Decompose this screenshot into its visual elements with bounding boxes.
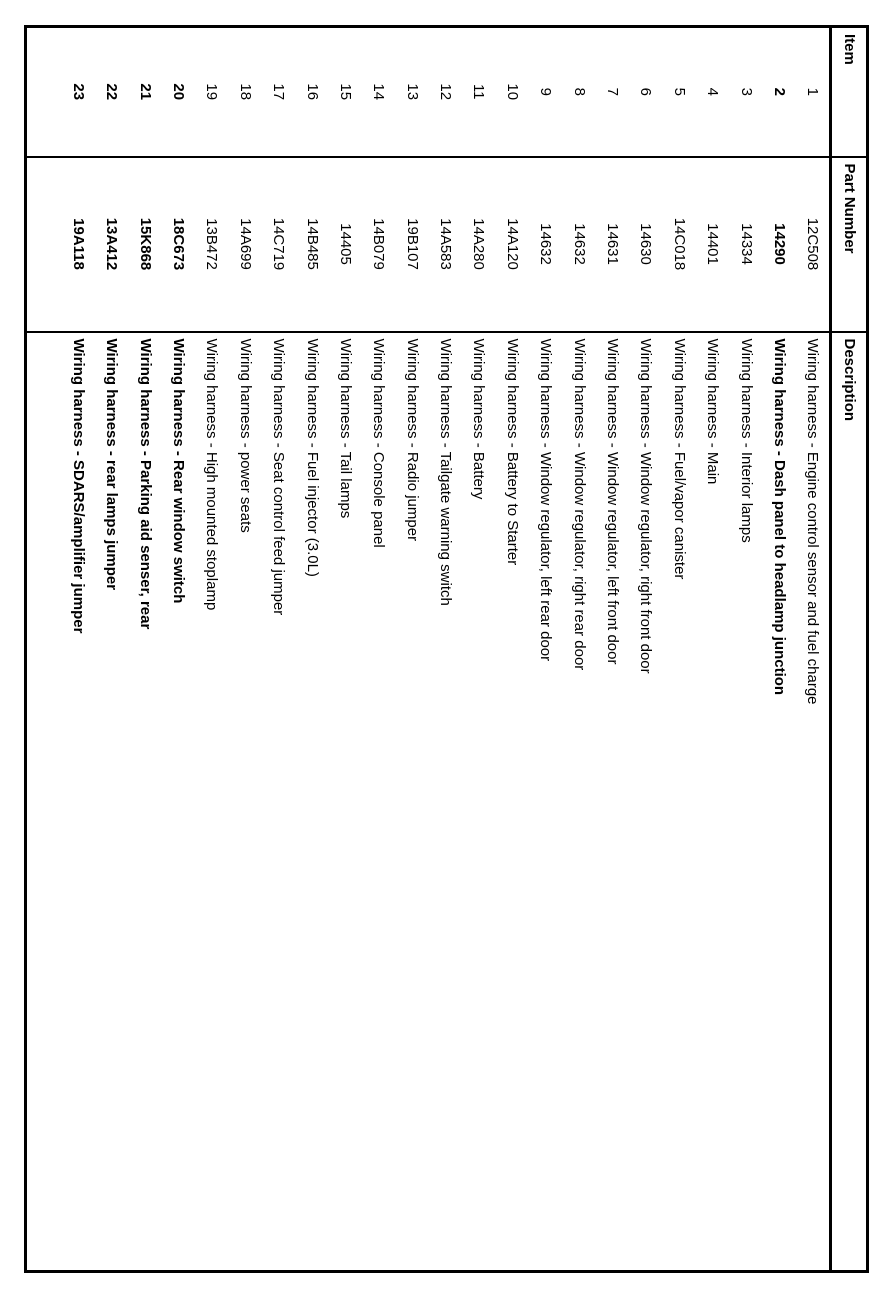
- cell-description: Wiring harness - Fuel injector (3.0L): [295, 332, 328, 1272]
- cell-description: Wiring harness - Seat control feed jumper: [261, 332, 294, 1272]
- cell-description: Wiring harness - Interior lamps: [729, 332, 762, 1272]
- table-header: [831, 27, 868, 1272]
- cell-part-number: 14C018: [662, 157, 695, 332]
- cell-item: 6: [628, 27, 661, 157]
- cell-item: 2: [762, 27, 795, 157]
- table-header-row: [831, 27, 868, 1272]
- cell-description: Wiring harness - Engine control sensor and fuel charge: [795, 332, 830, 1272]
- table-row: [729, 27, 762, 1272]
- cell-item: 13: [395, 27, 428, 157]
- table-row: [762, 27, 795, 1272]
- cell-item: 8: [562, 27, 595, 157]
- table-row: [161, 27, 194, 1272]
- table-row: [462, 27, 495, 1272]
- cell-empty: [26, 157, 61, 332]
- cell-item: 7: [595, 27, 628, 157]
- cell-part-number: 18C673: [161, 157, 194, 332]
- cell-part-number: 15K868: [128, 157, 161, 332]
- cell-description: Wiring harness - Window regulator, right front door: [628, 332, 661, 1272]
- cell-part-number: 14401: [695, 157, 728, 332]
- cell-part-number: 14405: [328, 157, 361, 332]
- cell-description: Wiring harness - Window regulator, right rear door: [562, 332, 595, 1272]
- cell-description: Wiring harness - Tail lamps: [328, 332, 361, 1272]
- table-row: [361, 27, 394, 1272]
- cell-part-number: 14334: [729, 157, 762, 332]
- table-row: [428, 27, 461, 1272]
- cell-part-number: 13A412: [94, 157, 127, 332]
- cell-part-number: 14B079: [361, 157, 394, 332]
- table-row: [128, 27, 161, 1272]
- column-header-part-number: Part Number: [831, 157, 868, 332]
- cell-item: 1: [795, 27, 830, 157]
- cell-description: Wiring harness - Rear window switch: [161, 332, 194, 1272]
- table-row: [328, 27, 361, 1272]
- cell-description: Wiring harness - Window regulator, left front door: [595, 332, 628, 1272]
- cell-item: 10: [495, 27, 528, 157]
- cell-description: Wiring harness - Battery: [462, 332, 495, 1272]
- cell-description: Wiring harness - Window regulator, left rear door: [528, 332, 561, 1272]
- table-row: [295, 27, 328, 1272]
- cell-description: Wiring harness - Radio jumper: [395, 332, 428, 1272]
- cell-item: 12: [428, 27, 461, 157]
- cell-description: Wiring harness - Tailgate warning switch: [428, 332, 461, 1272]
- table-body: [26, 27, 831, 1272]
- cell-description: Wiring harness - power seats: [228, 332, 261, 1272]
- table-row: [395, 27, 428, 1272]
- cell-part-number: 12C508: [795, 157, 830, 332]
- cell-item: 21: [128, 27, 161, 157]
- cell-item: 20: [161, 27, 194, 157]
- table-row: [495, 27, 528, 1272]
- cell-part-number: 14A699: [228, 157, 261, 332]
- cell-description: Wiring harness - Parking aid senser, rear: [128, 332, 161, 1272]
- cell-part-number: 14B485: [295, 157, 328, 332]
- cell-description: Wiring harness - SDARS/amplifier jumper: [61, 332, 94, 1272]
- cell-part-number: 19B107: [395, 157, 428, 332]
- table-row: [61, 27, 94, 1272]
- cell-description: Wiring harness - Battery to Starter: [495, 332, 528, 1272]
- cell-part-number: 14632: [528, 157, 561, 332]
- cell-description: Wiring harness - High mounted stoplamp: [194, 332, 227, 1272]
- cell-item: 17: [261, 27, 294, 157]
- table-row: [595, 27, 628, 1272]
- cell-item: 18: [228, 27, 261, 157]
- cell-item: 16: [295, 27, 328, 157]
- cell-part-number: 14A120: [495, 157, 528, 332]
- table-filler-row: [26, 27, 61, 1272]
- cell-part-number: 19A118: [61, 157, 94, 332]
- cell-item: 14: [361, 27, 394, 157]
- cell-part-number: 13B472: [194, 157, 227, 332]
- cell-part-number: 14631: [595, 157, 628, 332]
- cell-description: Wiring harness - Main: [695, 332, 728, 1272]
- cell-part-number: 14290: [762, 157, 795, 332]
- cell-item: 23: [61, 27, 94, 157]
- table-row: [194, 27, 227, 1272]
- cell-item: 4: [695, 27, 728, 157]
- table-row: [528, 27, 561, 1272]
- cell-part-number: 14C719: [261, 157, 294, 332]
- cell-item: 22: [94, 27, 127, 157]
- table-row: [695, 27, 728, 1272]
- table-row: [795, 27, 830, 1272]
- parts-table: [24, 25, 869, 1273]
- cell-description: Wiring harness - Fuel/vapor canister: [662, 332, 695, 1272]
- table-row: [94, 27, 127, 1272]
- column-header-description: Description: [831, 332, 868, 1272]
- cell-item: 15: [328, 27, 361, 157]
- table-row: [261, 27, 294, 1272]
- column-header-item: Item: [831, 27, 868, 157]
- cell-item: 5: [662, 27, 695, 157]
- cell-part-number: 14A583: [428, 157, 461, 332]
- cell-item: 3: [729, 27, 762, 157]
- cell-description: Wiring harness - Dash panel to headlamp junction: [762, 332, 795, 1272]
- cell-item: 19: [194, 27, 227, 157]
- cell-item: 9: [528, 27, 561, 157]
- rotated-table-wrapper: [24, 25, 869, 1270]
- table-row: [562, 27, 595, 1272]
- cell-description: Wiring harness - Console panel: [361, 332, 394, 1272]
- cell-part-number: 14632: [562, 157, 595, 332]
- table-row: [662, 27, 695, 1272]
- table-row: [228, 27, 261, 1272]
- cell-part-number: 14A280: [462, 157, 495, 332]
- table-row: [628, 27, 661, 1272]
- cell-item: 11: [462, 27, 495, 157]
- cell-empty: [26, 27, 61, 157]
- cell-empty: [26, 332, 61, 1272]
- cell-description: Wiring harness - rear lamps jumper: [94, 332, 127, 1272]
- cell-part-number: 14630: [628, 157, 661, 332]
